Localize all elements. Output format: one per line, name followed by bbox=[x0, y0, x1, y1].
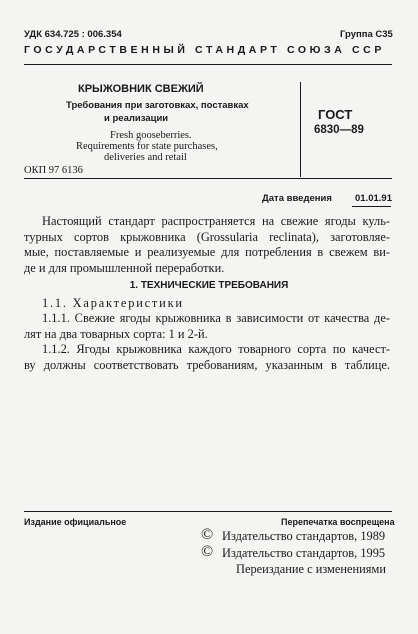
intro-line: мые, поставляемые и реализуемые для потребления в свежем ви- bbox=[24, 245, 390, 259]
reprint-prohibited-label: Перепечатка воспрещена bbox=[281, 517, 395, 527]
gost-separator bbox=[300, 82, 301, 177]
intro-line: де и для промышленной переработки. bbox=[24, 260, 225, 275]
paragraph-line: ву должны соответствовать требованиям, указанным в таблице. bbox=[24, 357, 390, 372]
document-subtitle-line1: Требования при заготовках, поставках bbox=[66, 100, 249, 111]
intro-line: турных сортов крыжовника (Grossularia reclinata), заготовляе- bbox=[24, 229, 390, 244]
paragraph-line: лят на два товарных сорта: 1 и 2-й. bbox=[24, 326, 208, 341]
intro-date-label: Дата введения bbox=[262, 193, 332, 204]
okp-code: ОКП 97 6136 bbox=[24, 165, 83, 176]
copyright-line-1995: Издательство стандартов, 1995 bbox=[222, 546, 386, 560]
english-title-line2: Requirements for state purchases, bbox=[76, 141, 218, 152]
copyright-line-1989: Издательство стандартов, 1989 bbox=[222, 529, 386, 543]
english-title-line3: deliveries and retail bbox=[104, 152, 187, 163]
document-subtitle-line2: и реализации bbox=[104, 113, 169, 124]
paragraph-1-1-2 bbox=[24, 342, 390, 373]
intro-date-value: 01.01.91 bbox=[355, 193, 392, 204]
intro-paragraph bbox=[24, 214, 390, 276]
official-edition-label: Издание официальное bbox=[24, 517, 127, 527]
document-title: КРЫЖОВНИК СВЕЖИЙ bbox=[78, 83, 204, 95]
footer-rule bbox=[24, 511, 392, 512]
copyright-icon: © bbox=[201, 526, 214, 543]
paragraph-line: 1.1.1. Свежие ягоды крыжовника в зависимости от качества де- bbox=[42, 311, 390, 325]
english-title-line1: Fresh gooseberries. bbox=[110, 130, 192, 141]
paragraph-line: 1.1.2. Ягоды крыжовника каждого товарного сорта по качест- bbox=[42, 342, 390, 356]
section-heading: 1. ТЕХНИЧЕСКИЕ ТРЕБОВАНИЯ bbox=[129, 280, 289, 291]
intro-date-underline bbox=[352, 206, 391, 207]
paragraph-1-1-1 bbox=[24, 311, 390, 342]
copyright-icon: © bbox=[201, 543, 214, 560]
intro-line: Настоящий стандарт распространяется на свежие ягоды куль- bbox=[42, 214, 390, 228]
group-code: Группа С35 bbox=[340, 29, 393, 40]
state-standard-banner: ГОСУДАРСТВЕННЫЙ СТАНДАРТ СОЮЗА ССР bbox=[24, 44, 385, 56]
gost-label: ГОСТ bbox=[318, 107, 353, 122]
title-rule bbox=[24, 178, 392, 179]
udk-code: УДК 634.725 : 006.354 bbox=[24, 29, 122, 40]
header-rule bbox=[24, 64, 392, 65]
subsection-heading: 1.1. Характеристики bbox=[42, 296, 184, 310]
reissue-note: Переиздание с изменениями bbox=[236, 562, 386, 576]
gost-number: 6830—89 bbox=[314, 124, 364, 136]
